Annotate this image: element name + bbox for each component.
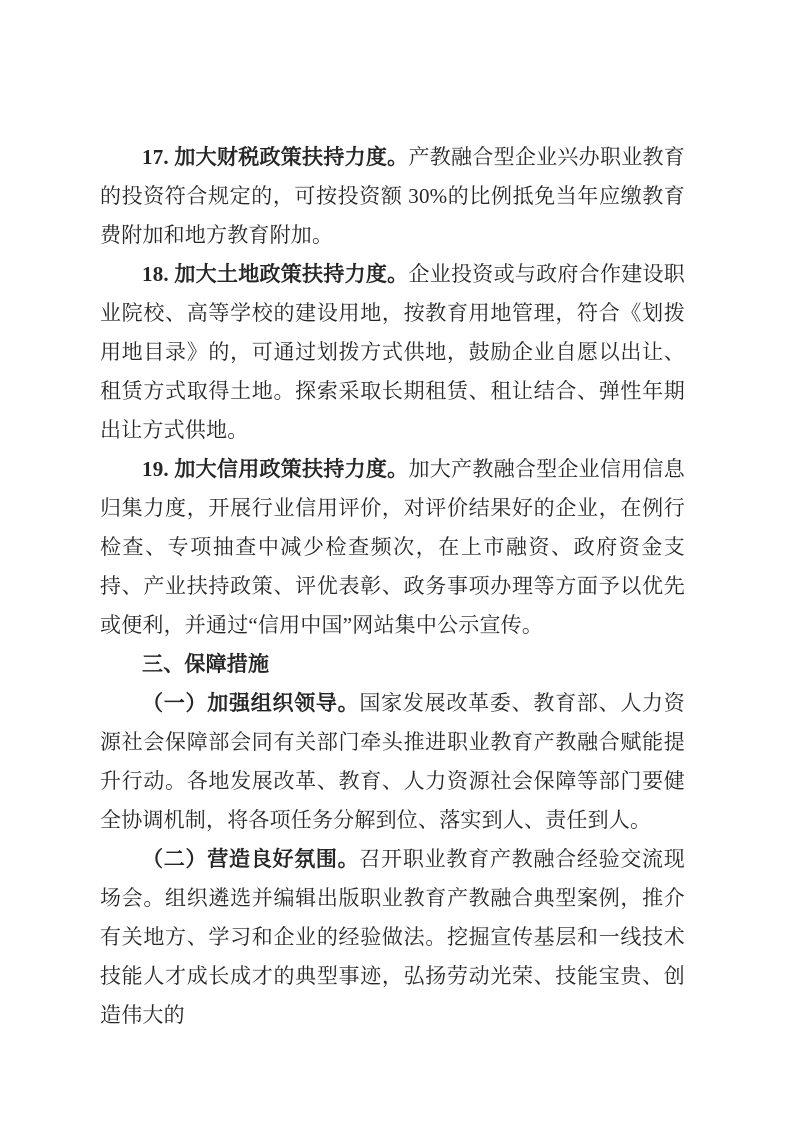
sub-item-2-lead: （二）营造良好氛围。 [142,847,360,871]
paragraph-17-body: 产教融合型企业兴办职业教育的投资符合规定的，可按投资额 30%的比例抵免当年应缴教育费附加和地方教育附加。 [100,145,685,247]
sub-item-1-body: 国家发展改革委、教育部、人力资源社会保障部会同有关部门牵头推进职业教育产教融合赋能提升行动。各地发展改革、教育、人力资源社会保障等部门要健全协调机制，将各项任务分解到位、落实到人、责任到人。 [100,691,686,832]
paragraph-18 [100,255,685,450]
paragraph-17 [100,138,685,255]
paragraph-17-lead: 17. 加大财税政策扶持力度。 [142,145,409,169]
paragraph-19-body: 加大产教融合型企业信用信息归集力度，开展行业信用评价，对评价结果好的企业，在例行检查、专项抽查中减少检查频次，在上市融资、政府资金支持、产业扶持政策、评优表彰、政务事项办理等方面予以优先或便利，并通过“信用中国”网站集中公示宣传。 [100,457,685,637]
paragraph-19-lead: 19. 加大信用政策扶持力度。 [142,457,409,481]
document-content [100,138,685,1035]
sub-item-1-lead: （一）加强组织领导。 [142,691,360,715]
paragraph-18-lead: 18. 加大土地政策扶持力度。 [142,262,409,286]
section-heading-safeguards: 三、保障措施 [142,653,270,676]
paragraph-19 [100,450,685,645]
paragraph-18-body: 企业投资或与政府合作建设职业院校、高等学校的建设用地，按教育用地管理，符合《划拨用地目录》的，可通过划拨方式供地，鼓励企业自愿以出让、租赁方式取得土地。探索采取长期租赁、租让结合、弹性年期出让方式供地。 [100,262,685,442]
sub-item-1 [100,684,685,840]
sub-item-2-body: 召开职业教育产教融合经验交流现场会。组织遴选并编辑出版职业教育产教融合典型案例，推介有关地方、学习和企业的经验做法。挖掘宣传基层和一线技术技能人才成长成才的典型事迹，弘扬劳动光荣、技能宝贵、创造伟大的 [100,847,686,1027]
sub-item-2 [100,840,685,1035]
